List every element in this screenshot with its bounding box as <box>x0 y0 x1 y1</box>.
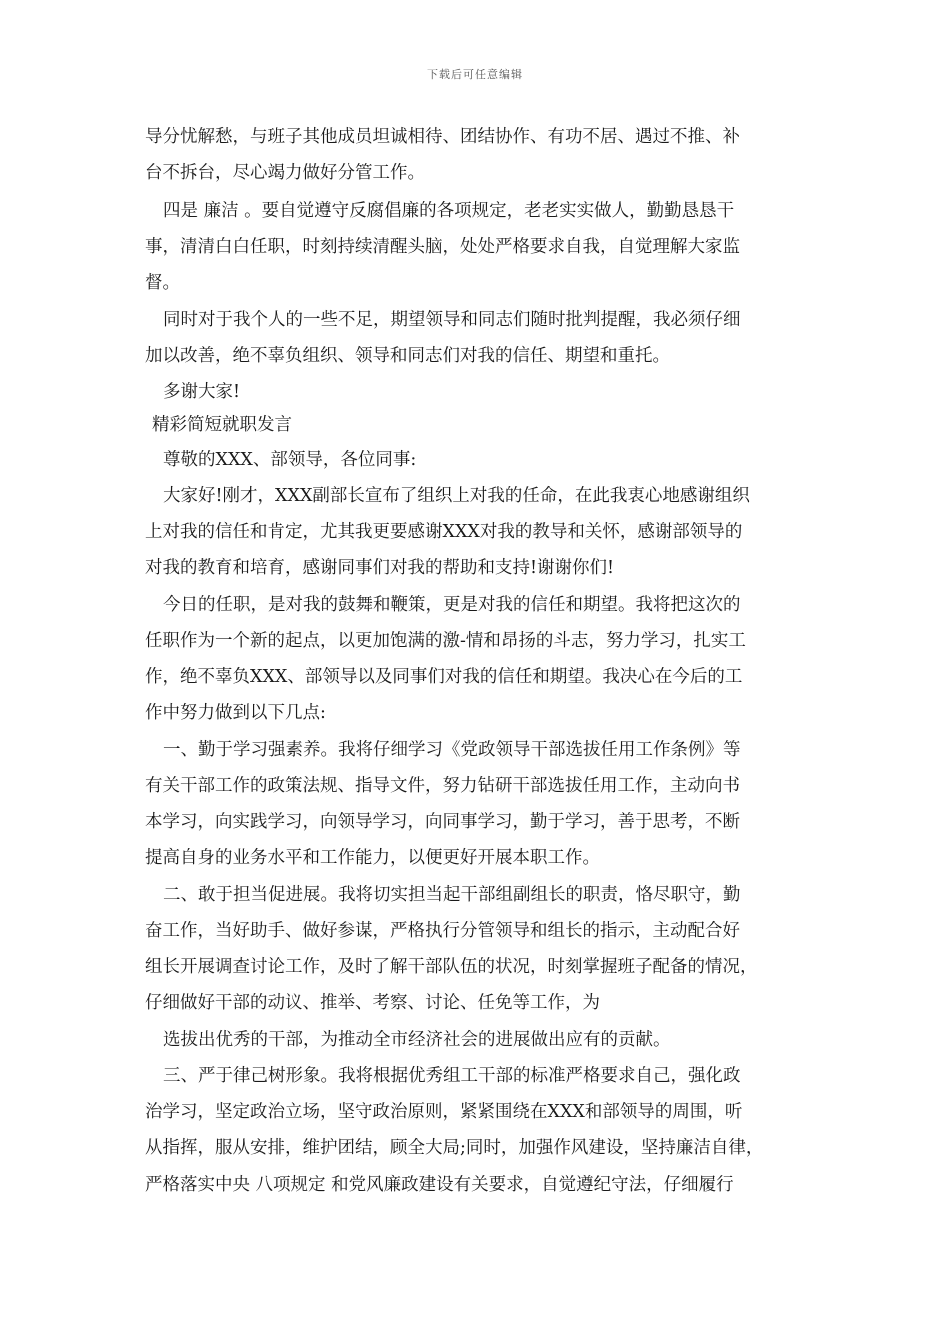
text-line: 严格落实中央 八项规定 和党风廉政建设有关要求，自觉遵纪守法，仔细履行 <box>145 1175 734 1195</box>
page-header: 下载后可任意编辑 <box>427 68 523 81</box>
text-line: 选拔出优秀的干部，为推动全市经济社会的进展做出应有的贡献。 <box>163 1030 671 1050</box>
text-line: 二、敢于担当促进展。我将切实担当起干部组副组长的职责，恪尽职守，勤 <box>163 885 741 905</box>
text-line: 从指挥，服从安排，维护团结，顾全大局;同时，加强作风建设，坚持廉洁自律， <box>145 1138 764 1158</box>
text-line: 大家好!刚才，XXX副部长宣布了组织上对我的任命，在此我衷心地感谢组织 <box>163 486 750 506</box>
text-line: 上对我的信任和肯定，尤其我更要感谢XXX对我的教导和关怀，感谢部领导的 <box>145 522 743 542</box>
text-line: 有关干部工作的政策法规、指导文件，努力钻研干部选拔任用工作，主动向书 <box>145 776 740 796</box>
text-line: 作，绝不辜负XXX、部领导以及同事们对我的信任和期望。我决心在今后的工 <box>145 667 743 687</box>
text-line: 导分忧解愁，与班子其他成员坦诚相待、团结协作、有功不居、遇过不推、补 <box>145 127 740 147</box>
text-line: 三、严于律己树形象。我将根据优秀组工干部的标准严格要求自己，强化政 <box>163 1066 741 1086</box>
text-line: 任职作为一个新的起点，以更加饱满的激-情和昂扬的斗志，努力学习，扎实工 <box>145 631 746 651</box>
text-line: 多谢大家! <box>163 382 241 402</box>
text-line: 对我的教育和培育，感谢同事们对我的帮助和支持!谢谢你们! <box>145 558 615 578</box>
text-line: 台不拆台，尽心竭力做好分管工作。 <box>145 163 425 183</box>
text-line: 仔细做好干部的动议、推举、考察、讨论、任免等工作，为 <box>145 993 600 1013</box>
section-title: 精彩简短就职发言 <box>152 415 292 435</box>
text-line: 作中努力做到以下几点: <box>145 703 326 723</box>
text-line: 尊敬的XXX、部领导，各位同事: <box>163 450 417 470</box>
text-line: 今日的任职，是对我的鼓舞和鞭策，更是对我的信任和期望。我将把这次的 <box>163 595 741 615</box>
text-line: 事，清清白白任职，时刻持续清醒头脑，处处严格要求自我，自觉理解大家监 <box>145 237 740 257</box>
text-line: 一、勤于学习强素养。我将仔细学习《党政领导干部选拔任用工作条例》等 <box>163 740 741 760</box>
text-line: 同时对于我个人的一些不足，期望领导和同志们随时批判提醒，我必须仔细 <box>163 310 741 330</box>
text-line: 四是 廉洁 。要自觉遵守反腐倡廉的各项规定，老老实实做人，勤勤恳恳干 <box>163 201 735 221</box>
text-line: 奋工作，当好助手、做好参谋，严格执行分管领导和组长的指示，主动配合好 <box>145 921 740 941</box>
text-line: 加以改善，绝不辜负组织、领导和同志们对我的信任、期望和重托。 <box>145 346 670 366</box>
text-line: 督。 <box>145 273 180 293</box>
text-line: 本学习，向实践学习，向领导学习，向同事学习，勤于学习，善于思考，不断 <box>145 812 740 832</box>
text-line: 组长开展调查讨论工作，及时了解干部队伍的状况，时刻掌握班子配备的情况， <box>145 957 758 977</box>
text-line: 治学习，坚定政治立场，坚守政治原则，紧紧围绕在XXX和部领导的周围，听 <box>145 1102 743 1122</box>
text-line: 提高自身的业务水平和工作能力，以便更好开展本职工作。 <box>145 848 600 868</box>
